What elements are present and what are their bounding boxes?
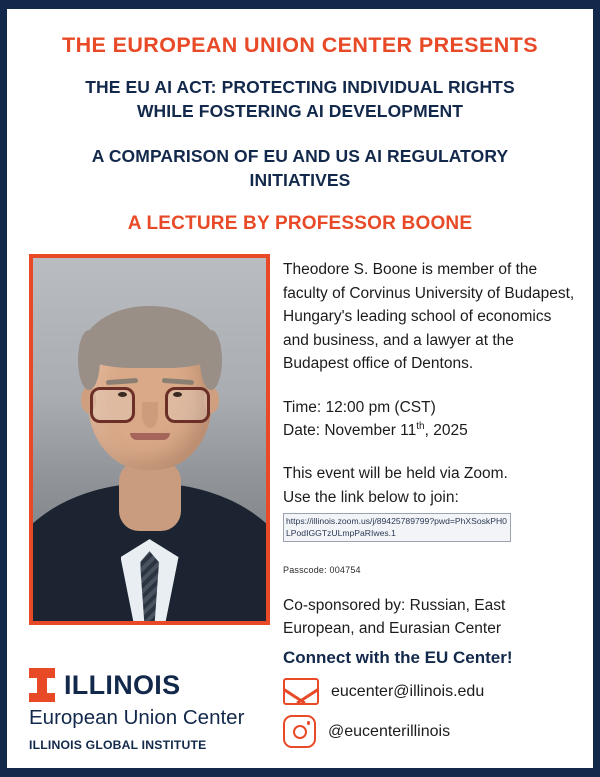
glasses-lens-right: [165, 387, 210, 423]
poster-inner: [7, 9, 593, 768]
illinois-logo-block: [29, 668, 297, 752]
instagram-row[interactable]: [283, 715, 577, 748]
zoom-link[interactable]: https://illinois.zoom.us/j/89425789799?pwd=PhXSoskPH0LPodIGGTzULmpPaRIwes.1: [283, 513, 511, 542]
portrait-head: [88, 316, 212, 470]
cosponsor-line1: Co-sponsored by: Russian, East: [283, 597, 506, 615]
glasses-lens-left: [90, 387, 135, 423]
event-time: Time: 12:00 pm (CST): [283, 398, 436, 416]
block-i-middle: [37, 678, 47, 693]
logo-unit-name: European Union Center: [29, 706, 245, 730]
portrait-brow-right: [161, 378, 193, 385]
portrait-hair-left: [78, 330, 100, 390]
lecture-line: A LECTURE BY PROFESSOR BOONE: [127, 213, 473, 235]
block-i-bottom: [29, 693, 55, 703]
instagram-handle[interactable]: @eucenterillinois: [328, 722, 451, 740]
portrait-brow-left: [105, 378, 137, 385]
block-i-top: [29, 668, 55, 678]
portrait-mouth: [130, 433, 170, 440]
connect-heading: Connect with the EU Center!: [283, 648, 513, 668]
speaker-bio: Theodore S. Boone is member of the faculty of Corvinus University of Budapest, Hungary's leading school of economics and business, and a lawyer at the Budapest office of Dentons.: [283, 261, 575, 373]
event-meta: [283, 396, 577, 443]
email-address[interactable]: eucenter@illinois.edu: [331, 682, 485, 700]
zoom-note: [283, 462, 577, 549]
speaker-portrait: [29, 254, 270, 625]
cosponsor: [283, 595, 577, 640]
portrait-nose: [142, 402, 158, 428]
details-column: [275, 254, 593, 748]
portrait-column: [7, 254, 275, 625]
illinois-block-i-logo: [29, 668, 55, 702]
event-date-prefix: Date: November 11: [283, 422, 417, 440]
event-subtitle-line2: INITIATIVES: [249, 169, 351, 190]
event-date-sup: th: [416, 421, 425, 433]
headline-block: [7, 9, 593, 236]
zoom-note-line2: Use the link below to join:: [283, 488, 459, 506]
event-date-suffix: , 2025: [424, 422, 468, 440]
zoom-passcode: Passcode: 004754: [283, 565, 361, 576]
portrait-image: [33, 258, 266, 621]
logo-institute-name: ILLINOIS GLOBAL INSTITUTE: [29, 738, 207, 752]
cosponsor-line2: European, and Eurasian Center: [283, 619, 502, 637]
presents-line: THE EUROPEAN UNION CENTER PRESENTS: [62, 33, 538, 57]
event-subtitle-line1: A COMPARISON OF EU AND US AI REGULATORY: [91, 145, 509, 166]
logo-wordmark: ILLINOIS: [64, 669, 181, 700]
zoom-note-line1: This event will be held via Zoom.: [283, 465, 508, 483]
event-title-line1: THE EU AI ACT: PROTECTING INDIVIDUAL RIGHTS: [85, 76, 515, 97]
event-date: [283, 419, 577, 442]
email-row[interactable]: [283, 678, 577, 705]
event-title-line2: WHILE FOSTERING AI DEVELOPMENT: [136, 101, 464, 122]
portrait-hair-right: [200, 330, 222, 390]
logo-wordmark-row: [29, 668, 297, 702]
portrait-hair: [81, 306, 219, 368]
portrait-neck: [119, 461, 181, 531]
